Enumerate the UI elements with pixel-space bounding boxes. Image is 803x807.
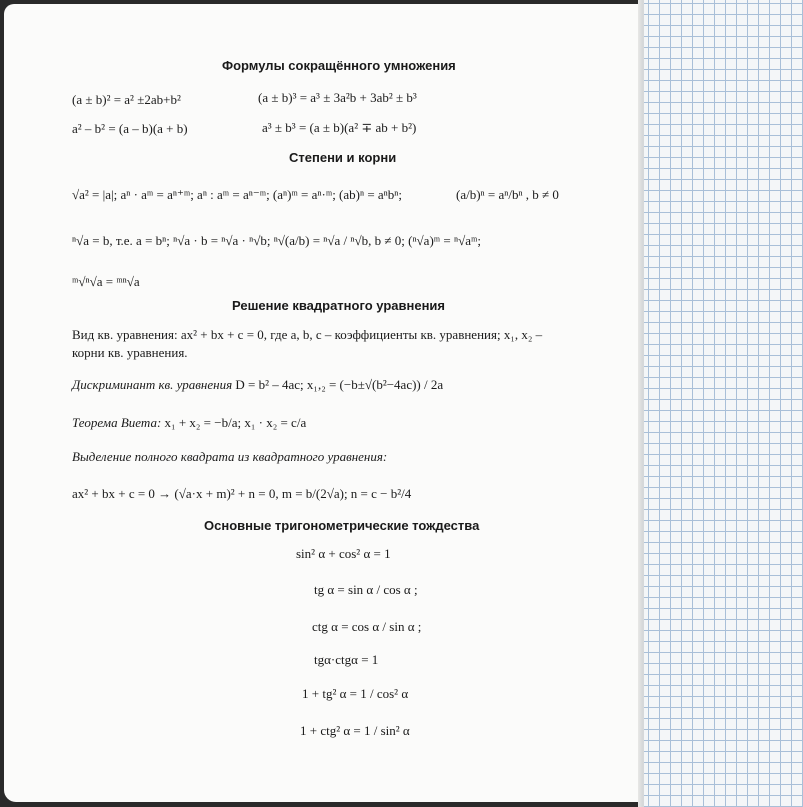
trig-identity-tg: tg α = sin α / cos α ; — [314, 582, 418, 597]
discriminant-label: Дискриминант кв. уравнения — [72, 377, 233, 392]
section-title-trig: Основные тригонометрические тождества — [204, 518, 480, 533]
quadratic-form-line-2: корни кв. уравнения. — [72, 345, 188, 360]
powers-fraction-rule: (a/b)ⁿ = aⁿ/bⁿ , b ≠ 0 — [456, 187, 559, 202]
quadratic-form-line-1: Вид кв. уравнения: ax² + bx + c = 0, где a, b, c – коэффициенты кв. уравнения; x₁, x₂ – — [72, 327, 543, 342]
formula-cube: (a ± b)³ = a³ ± 3a²b + 3ab² ± b³ — [258, 90, 417, 105]
vieta-label: Теорема Виета: — [72, 415, 162, 430]
powers-line-1: √a² = |a|; aⁿ · aᵐ = aⁿ⁺ᵐ; aⁿ : aᵐ = aⁿ⁻ᵐ; (aⁿ)ᵐ = aⁿ·ᵐ; (ab)ⁿ = aⁿbⁿ; — [72, 187, 402, 202]
roots-line-2: ⁿ√a = b, т.е. a = bⁿ; ⁿ√a · b = ⁿ√a · ⁿ√b; ⁿ√(a/b) = ⁿ√a / ⁿ√b, b ≠ 0; (ⁿ√a)ᵐ = ⁿ√aᵐ; — [72, 233, 481, 248]
trig-identity-tg-squared: 1 + tg² α = 1 / cos² α — [302, 686, 409, 701]
complete-square-label: Выделение полного квадрата из квадратного уравнения: — [72, 449, 388, 464]
formula-diff-squares: a² – b² = (a – b)(a + b) — [72, 121, 188, 136]
grid-paper — [644, 0, 803, 807]
discriminant-row — [72, 377, 443, 393]
formula-sum-cubes: a³ ± b³ = (a ± b)(a² ∓ ab + b²) — [262, 120, 417, 135]
section-title-multiplication: Формулы сокращённого умножения — [222, 58, 456, 73]
complete-square-formula: ax² + bx + c = 0 → (√a·x + m)² + n = 0, m = b/(2√a); n = c − b²/4 — [72, 486, 412, 501]
section-title-powers: Степени и корни — [289, 150, 397, 165]
discriminant-formula: D = b² – 4ac; x₁,₂ = (−b±√(b²−4ac)) / 2a — [235, 377, 444, 392]
trig-identity-product: tgα·ctgα = 1 — [314, 652, 379, 667]
vieta-formula: x₁ + x₂ = −b/a; x₁ · x₂ = c/a — [164, 415, 307, 430]
trig-identity-ctg-squared: 1 + ctg² α = 1 / sin² α — [300, 723, 410, 738]
formula-square: (a ± b)² = a² ±2ab+b² — [72, 92, 181, 107]
trig-identity-1: sin² α + cos² α = 1 — [296, 546, 391, 561]
trig-identity-ctg: ctg α = cos α / sin α ; — [312, 619, 422, 634]
roots-line-3: ᵐ√ⁿ√a = ᵐⁿ√a — [72, 274, 140, 289]
vieta-row — [72, 415, 306, 431]
section-title-quadratic: Решение квадратного уравнения — [232, 298, 445, 313]
